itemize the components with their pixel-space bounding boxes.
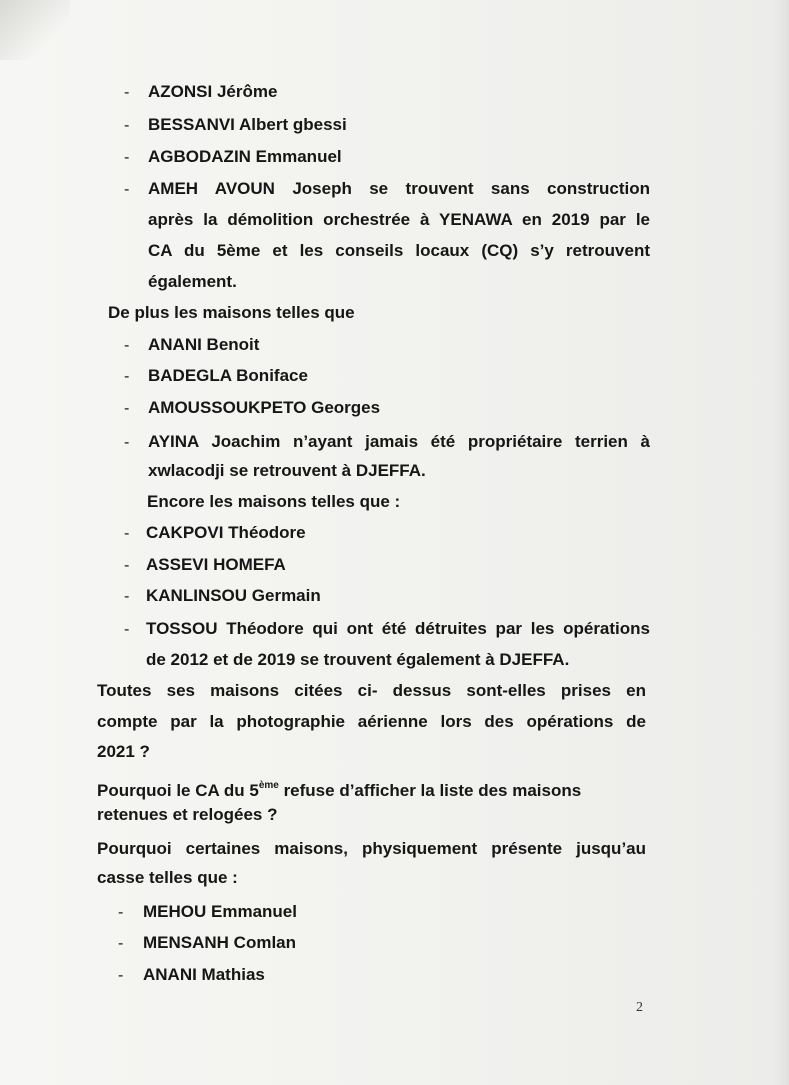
list-dash: - bbox=[124, 337, 130, 354]
paragraph-intro: Encore les maisons telles que : bbox=[147, 492, 401, 511]
list-item-ameh-line: également. bbox=[148, 272, 237, 291]
list-item: BADEGLA Boniface bbox=[148, 366, 308, 385]
list-item-ameh-line: CA du 5ème et les conseils locaux (CQ) s’y retrouvent bbox=[148, 241, 650, 260]
list-dash: - bbox=[124, 181, 130, 198]
list-dash: - bbox=[124, 149, 130, 166]
list-dash: - bbox=[124, 557, 130, 574]
list-dash: - bbox=[124, 117, 130, 134]
list-dash: - bbox=[124, 621, 130, 638]
list-item: ASSEVI HOMEFA bbox=[146, 555, 286, 574]
list-item: AZONSI Jérôme bbox=[148, 82, 278, 101]
list-dash: - bbox=[124, 400, 130, 417]
paragraph-line: compte par la photographie aérienne lors des opérations de bbox=[97, 712, 646, 731]
list-dash: - bbox=[124, 525, 130, 542]
paragraph-line: Toutes ses maisons citées ci- dessus sont-elles prises en bbox=[97, 681, 646, 700]
paragraph-line: casse telles que : bbox=[97, 868, 238, 887]
list-item: MENSANH Comlan bbox=[143, 933, 297, 952]
page-edge-shadow bbox=[773, 0, 789, 1085]
list-dash: - bbox=[118, 904, 124, 921]
paragraph-intro: De plus les maisons telles que bbox=[108, 303, 355, 322]
list-item: AGBODAZIN Emmanuel bbox=[148, 147, 342, 166]
list-dash: - bbox=[124, 84, 130, 101]
folded-corner-shadow bbox=[0, 0, 70, 60]
paragraph-line: retenues et relogées ? bbox=[97, 805, 278, 824]
paragraph-line: 2021 ? bbox=[97, 742, 150, 761]
list-dash: - bbox=[118, 967, 124, 984]
page-number: 2 bbox=[636, 1000, 643, 1015]
paragraph-line: Pourquoi certaines maisons, physiquement présente jusqu’au bbox=[97, 839, 646, 858]
list-item-ayina-line: xwlacodji se retrouvent à DJEFFA. bbox=[148, 461, 426, 480]
paragraph-line bbox=[97, 775, 581, 802]
list-item: BESSANVI Albert gbessi bbox=[148, 115, 347, 134]
list-item: ANANI Mathias bbox=[143, 965, 265, 984]
list-dash: - bbox=[124, 588, 130, 605]
list-item: KANLINSOU Germain bbox=[146, 586, 321, 605]
list-item: ANANI Benoit bbox=[148, 335, 260, 354]
paragraph-text: Pourquoi le CA du 5 bbox=[97, 781, 259, 800]
list-dash: - bbox=[124, 368, 130, 385]
list-item: MEHOU Emmanuel bbox=[143, 902, 297, 921]
list-item-ameh-line: après la démolition orchestrée à YENAWA en 2019 par le bbox=[148, 210, 650, 229]
list-item-ameh-line: AMEH AVOUN Joseph se trouvent sans construction bbox=[148, 179, 650, 198]
paragraph-text: refuse d’afficher la liste des maisons bbox=[278, 781, 582, 800]
list-item: CAKPOVI Théodore bbox=[146, 523, 306, 542]
superscript: ème bbox=[258, 780, 279, 791]
list-dash: - bbox=[124, 434, 130, 451]
list-dash: - bbox=[118, 935, 124, 952]
list-item-tossou-line: de 2012 et de 2019 se trouvent également à DJEFFA. bbox=[146, 650, 570, 669]
list-item-ayina-line: AYINA Joachim n’ayant jamais été propriétaire terrien à bbox=[148, 432, 650, 451]
list-item-tossou-line: TOSSOU Théodore qui ont été détruites par les opérations bbox=[146, 619, 650, 638]
list-item: AMOUSSOUKPETO Georges bbox=[148, 398, 381, 417]
